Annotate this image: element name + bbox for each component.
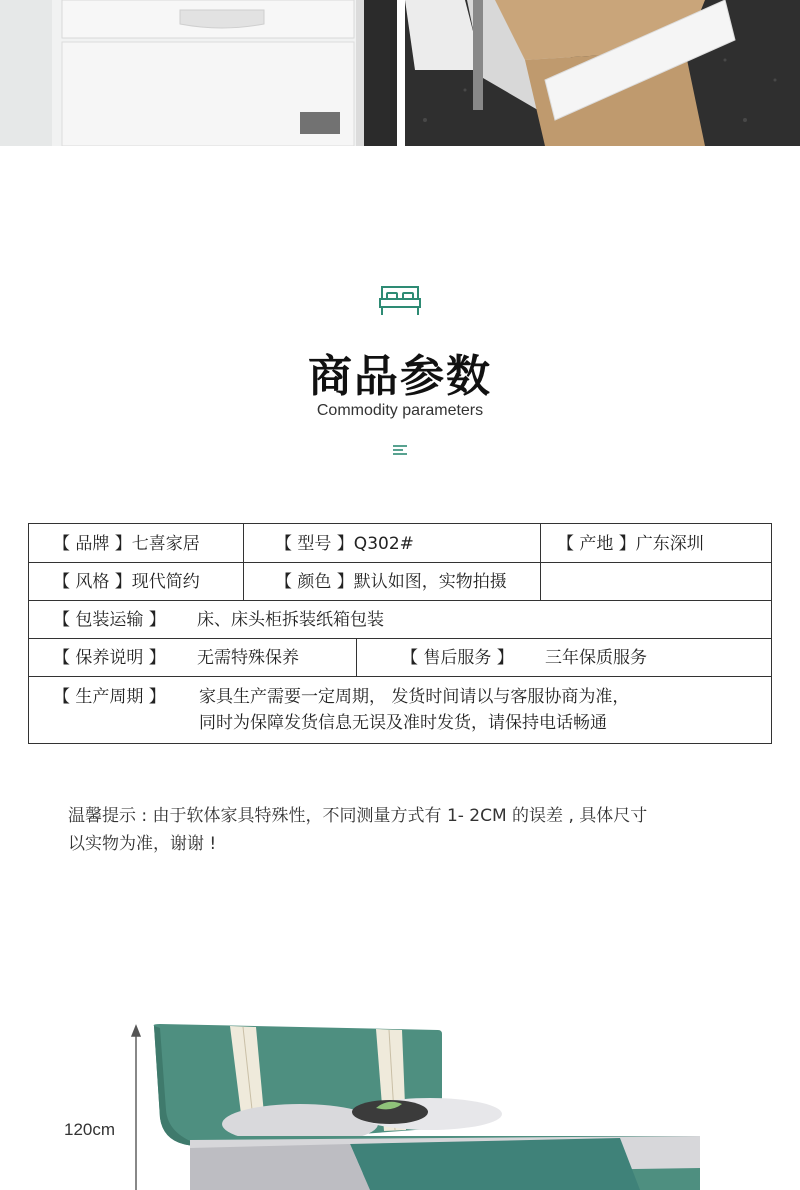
nightstand-drawer-photo — [0, 0, 397, 146]
param-care-value: 无需特殊保养 — [197, 648, 299, 668]
open-drawer-photo — [405, 0, 800, 146]
param-care-label: 【 保养说明 】 — [53, 648, 166, 668]
table-divider — [356, 638, 357, 676]
param-style: 【 风格 】现代简约 — [53, 572, 200, 592]
notice-line-1: 温馨提示 : 由于软体家具特殊性，不同测量方式有 1- 2CM 的误差 , 具体尺寸 — [68, 806, 648, 826]
param-cycle-line1: 家具生产需要一定周期， 发货时间请以与客服协商为准， — [199, 687, 630, 707]
table-divider — [243, 524, 244, 600]
product-photos — [0, 0, 800, 146]
menu-lines-icon — [392, 444, 408, 456]
table-divider — [29, 676, 771, 677]
param-color: 【 颜色 】默认如图，实物拍摄 — [275, 572, 507, 592]
param-packaging-value: 床、床头柜拆装纸箱包装 — [197, 610, 384, 630]
notice-line-2: 以实物为准，谢谢 ! — [68, 834, 217, 854]
bed-icon — [378, 284, 422, 318]
table-divider — [540, 524, 541, 600]
table-divider — [29, 638, 771, 639]
section-subtitle: Commodity parameters — [316, 402, 484, 419]
param-origin: 【 产地 】广东深圳 — [557, 534, 704, 554]
warm-notice — [68, 802, 748, 858]
param-packaging-label: 【 包装运输 】 — [53, 610, 166, 630]
param-aftersale-label: 【 售后服务 】 — [401, 648, 514, 668]
parameters-table — [28, 523, 772, 744]
param-brand: 【 品牌 】七喜家居 — [53, 534, 200, 554]
height-arrow — [132, 1026, 140, 1190]
section-title: 商品参数 — [308, 351, 492, 402]
bed-photo — [120, 1018, 720, 1190]
param-cycle-label: 【 生产周期 】 — [53, 687, 166, 707]
param-cycle-line2: 同时为保障发货信息无误及准时发货，请保持电话畅通 — [199, 713, 607, 733]
param-model: 【 型号 】Q302# — [275, 534, 414, 554]
table-divider — [29, 600, 771, 601]
param-aftersale-value: 三年保质服务 — [545, 648, 647, 668]
table-divider — [29, 562, 771, 563]
height-dimension-label: 120cm — [64, 1120, 116, 1139]
